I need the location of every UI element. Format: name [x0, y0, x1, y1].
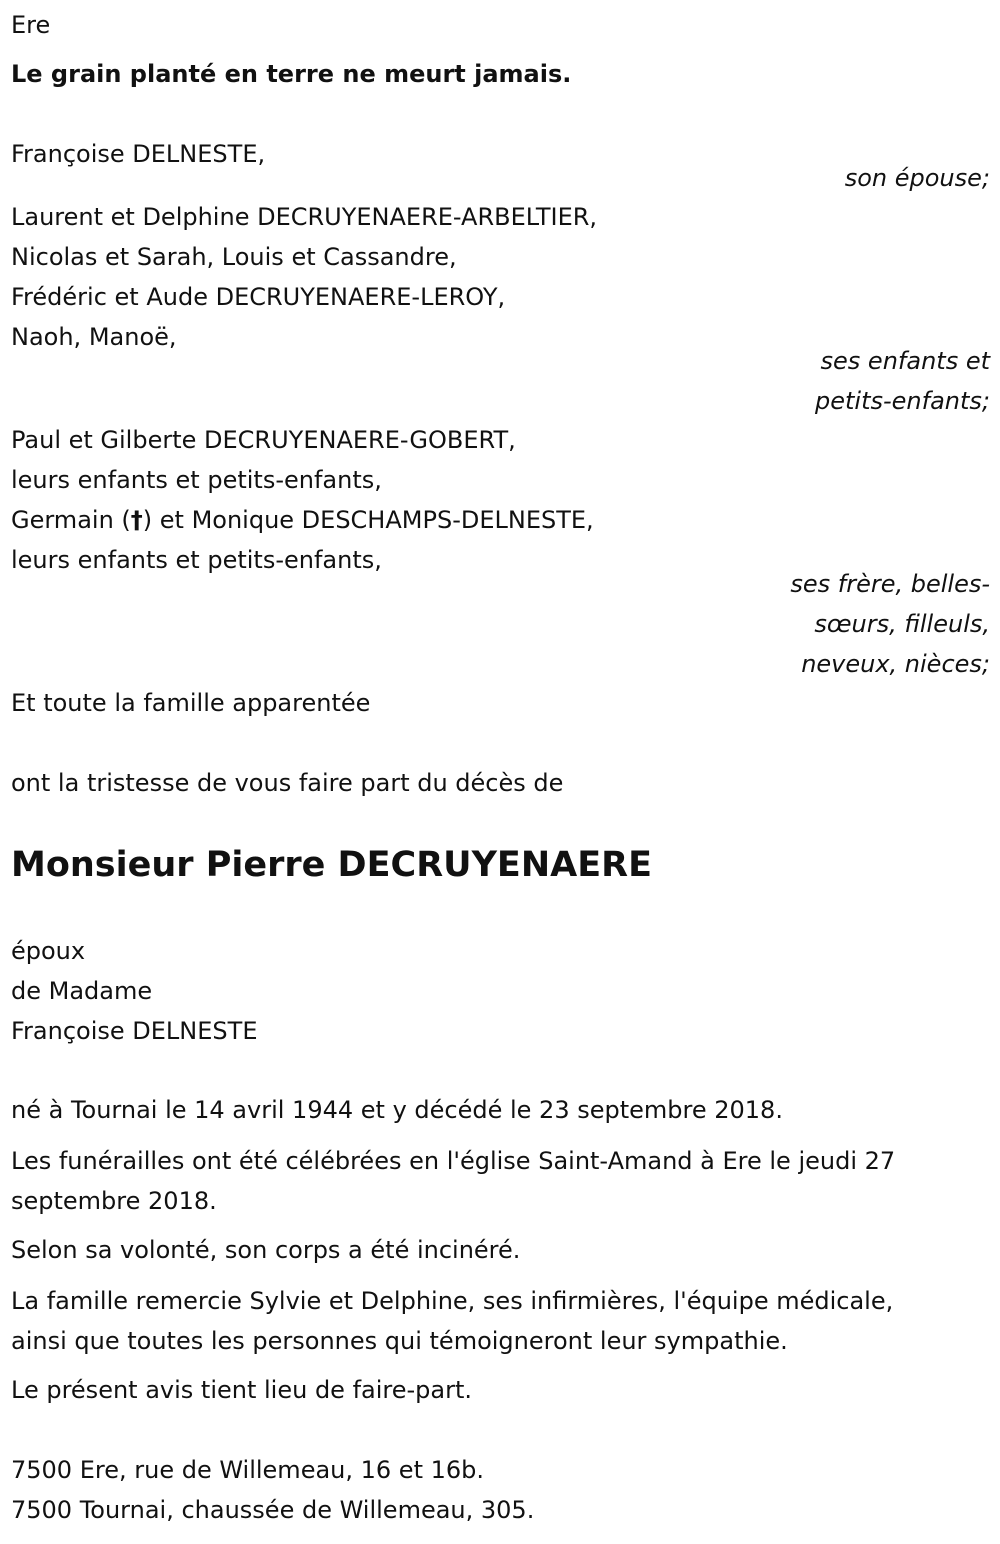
spouse-block-line: Françoise DELNESTE: [11, 1017, 258, 1045]
cremation: Selon sa volonté, son corps a été incinéré.: [11, 1236, 521, 1264]
spouse-block-line: de Madame: [11, 977, 153, 1005]
thanks-line: ainsi que toutes les personnes qui témoigneront leur sympathie.: [11, 1327, 788, 1355]
children-line: Frédéric et Aude DECRUYENAERE-LEROY,: [11, 283, 506, 311]
children-line: Laurent et Delphine DECRUYENAERE-ARBELTIER,: [11, 203, 598, 231]
children-role: petits-enfants;: [815, 387, 990, 415]
spouse-block-line: époux: [11, 937, 86, 965]
spouse-name: Françoise DELNESTE,: [11, 140, 266, 168]
announcement: ont la tristesse de vous faire part du décès de: [11, 769, 564, 797]
birth-death: né à Tournai le 14 avril 1944 et y décédé le 23 septembre 2018.: [11, 1096, 783, 1124]
children-line: Nicolas et Sarah, Louis et Cassandre,: [11, 243, 457, 271]
cross-icon: †: [130, 506, 143, 534]
address-line: 7500 Tournai, chaussée de Willemeau, 305.: [11, 1496, 535, 1524]
children-role: ses enfants et: [820, 347, 990, 375]
siblings-role: ses frère, belles-: [790, 570, 990, 598]
siblings-line: Paul et Gilberte DECRUYENAERE-GOBERT,: [11, 426, 516, 454]
siblings-line-part: Germain (: [11, 506, 131, 534]
extended-family: Et toute la famille apparentée: [11, 689, 371, 717]
siblings-line: leurs enfants et petits-enfants,: [11, 546, 382, 574]
funeral-line: Les funérailles ont été célébrées en l'église Saint-Amand à Ere le jeudi 27: [11, 1147, 896, 1175]
siblings-line-part: ) et Monique DESCHAMPS-DELNESTE,: [142, 506, 594, 534]
siblings-role: neveux, nièces;: [801, 650, 990, 678]
notice: Le présent avis tient lieu de faire-part.: [11, 1376, 473, 1404]
funeral-line: septembre 2018.: [11, 1187, 217, 1215]
thanks-line: La famille remercie Sylvie et Delphine, ses infirmières, l'équipe médicale,: [11, 1287, 894, 1315]
address-line: 7500 Ere, rue de Willemeau, 16 et 16b.: [11, 1456, 485, 1484]
siblings-line: [11, 505, 594, 535]
quote: Le grain planté en terre ne meurt jamais.: [11, 60, 572, 88]
spouse-role: son épouse;: [844, 164, 990, 192]
children-line: Naoh, Manoë,: [11, 323, 177, 351]
place-header: Ere: [11, 11, 51, 39]
deceased-name: Monsieur Pierre DECRUYENAERE: [11, 845, 652, 885]
siblings-line: leurs enfants et petits-enfants,: [11, 466, 382, 494]
siblings-role: sœurs, filleuls,: [814, 610, 990, 638]
